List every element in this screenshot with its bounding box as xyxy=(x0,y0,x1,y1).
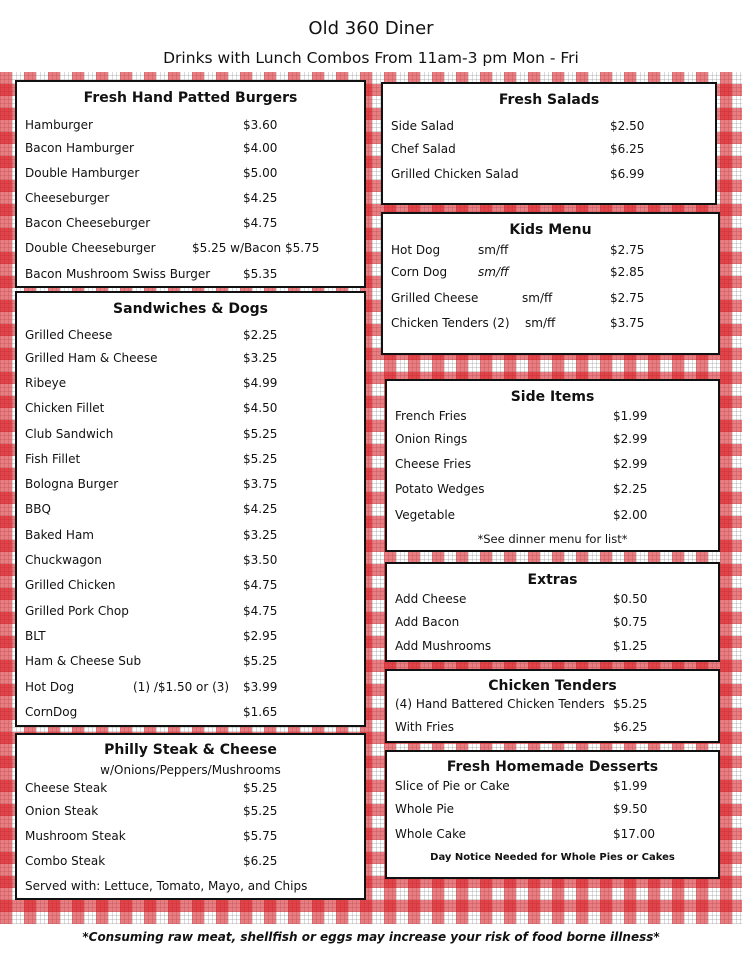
item-price: $3.75 xyxy=(243,477,278,491)
item-name: Grilled Ham & Cheese xyxy=(25,351,158,365)
item-name: Bacon Hamburger xyxy=(25,141,134,155)
menu-item xyxy=(17,401,364,419)
item-name: Add Mushrooms xyxy=(395,639,492,653)
menu-item xyxy=(387,409,718,427)
kids-menu-section xyxy=(381,212,720,355)
menu-item xyxy=(17,166,364,184)
menu-item xyxy=(387,508,718,526)
side-items-note: *See dinner menu for list* xyxy=(477,532,628,546)
menu-item xyxy=(383,265,718,283)
page-title: Old 360 Diner xyxy=(308,18,434,39)
item-price: $2.50 xyxy=(610,119,645,133)
item-name: Chicken Tenders (2) xyxy=(391,316,510,330)
item-price: $2.99 xyxy=(613,457,648,471)
burgers-title: Fresh Hand Patted Burgers xyxy=(83,90,298,106)
item-name: Ribeye xyxy=(25,376,67,390)
sandwiches-section xyxy=(15,291,366,727)
item-price: $2.99 xyxy=(613,432,648,446)
item-price: $3.60 xyxy=(243,118,278,132)
item-price: $3.25 xyxy=(243,351,278,365)
menu-item xyxy=(383,142,715,160)
item-side: sm/ff xyxy=(478,265,509,279)
menu-item xyxy=(387,720,718,738)
tenders-title: Chicken Tenders xyxy=(488,678,617,694)
menu-item xyxy=(17,328,364,346)
item-name: Corn Dog xyxy=(391,265,448,279)
desserts-section xyxy=(385,750,720,879)
menu-item xyxy=(387,615,718,633)
menu-item xyxy=(17,477,364,495)
item-price: $3.25 xyxy=(243,528,278,542)
item-name: BBQ xyxy=(25,502,51,516)
philly-subtitle: w/Onions/Peppers/Mushrooms xyxy=(100,763,281,777)
item-price: $9.50 xyxy=(613,802,648,816)
sides-title: Side Items xyxy=(510,389,595,405)
item-price: $3.75 xyxy=(610,316,645,330)
item-name: Side Salad xyxy=(391,119,455,133)
menu-item xyxy=(387,639,718,657)
menu-item xyxy=(383,119,715,137)
item-price: $2.95 xyxy=(243,629,278,643)
item-name: Vegetable xyxy=(395,508,456,522)
menu-item xyxy=(387,697,718,715)
item-name: Double Hamburger xyxy=(25,166,140,180)
item-name: Bacon Cheeseburger xyxy=(25,216,151,230)
item-name: Whole Pie xyxy=(395,802,455,816)
item-name: Baked Ham xyxy=(25,528,94,542)
item-price: $5.25 xyxy=(243,452,278,466)
item-price: $1.25 xyxy=(613,639,648,653)
item-name: BLT xyxy=(25,629,46,643)
item-name: Grilled Cheese xyxy=(391,291,479,305)
item-price: $1.99 xyxy=(613,779,648,793)
item-name: French Fries xyxy=(395,409,467,423)
menu-item xyxy=(17,191,364,209)
served-with-note xyxy=(17,879,364,897)
item-price: $5.25 xyxy=(243,804,278,818)
item-name: Whole Cake xyxy=(395,827,466,841)
item-price: $2.85 xyxy=(610,265,645,279)
menu-item xyxy=(387,827,718,845)
menu-item xyxy=(17,376,364,394)
item-price: $5.25 xyxy=(613,697,648,711)
menu-item xyxy=(17,781,364,799)
item-name: Add Bacon xyxy=(395,615,460,629)
item-name: Cheese Fries xyxy=(395,457,472,471)
extras-section xyxy=(385,562,720,662)
menu-item xyxy=(17,680,364,698)
item-name: Chuckwagon xyxy=(25,553,102,567)
item-price: $4.75 xyxy=(243,216,278,230)
item-price: $4.75 xyxy=(243,604,278,618)
item-price: $4.25 xyxy=(243,191,278,205)
item-price: $4.75 xyxy=(243,578,278,592)
item-name: Add Cheese xyxy=(395,592,467,606)
served-with-text: Served with: Lettuce, Tomato, Mayo, and Chips xyxy=(25,879,308,893)
item-name: Grilled Cheese xyxy=(25,328,113,342)
item-name: Mushroom Steak xyxy=(25,829,126,843)
item-price: $5.25 xyxy=(243,781,278,795)
menu-item xyxy=(17,502,364,520)
item-side: sm/ff xyxy=(522,291,553,305)
item-price: $5.25 w/Bacon $5.75 xyxy=(192,241,320,255)
item-name: Club Sandwich xyxy=(25,427,114,441)
item-price: $5.75 xyxy=(243,829,278,843)
item-name: Bacon Mushroom Swiss Burger xyxy=(25,267,211,281)
item-name: Potato Wedges xyxy=(395,482,485,496)
item-name: Grilled Pork Chop xyxy=(25,604,129,618)
item-price: $1.99 xyxy=(613,409,648,423)
menu-item xyxy=(17,216,364,234)
burgers-section xyxy=(15,80,366,288)
desserts-title: Fresh Homemade Desserts xyxy=(446,759,659,775)
menu-item xyxy=(17,241,364,259)
menu-item xyxy=(383,167,715,185)
item-price: $0.50 xyxy=(613,592,648,606)
item-name: Combo Steak xyxy=(25,854,106,868)
philly-title: Philly Steak & Cheese xyxy=(104,742,277,758)
item-option: (1) /$1.50 or (3) xyxy=(133,680,230,694)
menu-item xyxy=(387,592,718,610)
menu-item xyxy=(387,779,718,797)
menu-item xyxy=(17,351,364,369)
item-name: CornDog xyxy=(25,705,78,719)
menu-item xyxy=(383,243,718,261)
item-side: sm/ff xyxy=(525,316,556,330)
item-price: $2.75 xyxy=(610,291,645,305)
item-price: $5.35 xyxy=(243,267,278,281)
menu-item xyxy=(17,528,364,546)
item-name: Onion Rings xyxy=(395,432,468,446)
menu-item xyxy=(387,802,718,820)
menu-item xyxy=(387,482,718,500)
lunch-combo-subtitle: Drinks with Lunch Combos From 11am-3 pm Mon - Fri xyxy=(163,49,579,67)
food-safety-disclaimer: *Consuming raw meat, shellfish or eggs may increase your risk of food borne illness* xyxy=(0,924,742,960)
menu-item xyxy=(383,316,718,334)
item-price: $1.65 xyxy=(243,705,278,719)
menu-item xyxy=(17,604,364,622)
item-price: $4.00 xyxy=(243,141,278,155)
item-name: Hot Dog xyxy=(25,680,75,694)
item-name: Chicken Fillet xyxy=(25,401,105,415)
item-name: Double Cheeseburger xyxy=(25,241,156,255)
salads-section xyxy=(381,82,717,205)
menu-item xyxy=(17,452,364,470)
item-price: $6.25 xyxy=(243,854,278,868)
item-name: Slice of Pie or Cake xyxy=(395,779,510,793)
item-price: $5.25 xyxy=(243,654,278,668)
item-name: Cheeseburger xyxy=(25,191,110,205)
item-price: $2.25 xyxy=(243,328,278,342)
item-name: Bologna Burger xyxy=(25,477,119,491)
menu-item xyxy=(17,427,364,445)
item-price: $2.25 xyxy=(613,482,648,496)
philly-section xyxy=(15,733,366,900)
item-price: $2.00 xyxy=(613,508,648,522)
item-price: $6.99 xyxy=(610,167,645,181)
item-name: Grilled Chicken Salad xyxy=(391,167,519,181)
side-items-section xyxy=(385,379,720,552)
menu-item xyxy=(17,267,364,285)
item-price: $6.25 xyxy=(610,142,645,156)
menu-item xyxy=(383,291,718,309)
kids-title: Kids Menu xyxy=(509,222,592,238)
menu-item xyxy=(17,553,364,571)
menu-item xyxy=(17,654,364,672)
item-price: $3.99 xyxy=(243,680,278,694)
item-name: Onion Steak xyxy=(25,804,99,818)
chicken-tenders-section xyxy=(385,669,720,743)
menu-item xyxy=(17,118,364,136)
menu-item xyxy=(17,705,364,723)
menu-item xyxy=(17,804,364,822)
item-name: (4) Hand Battered Chicken Tenders xyxy=(395,697,605,711)
extras-title: Extras xyxy=(527,572,578,588)
menu-item xyxy=(387,432,718,450)
item-name: With Fries xyxy=(395,720,454,734)
item-name: Grilled Chicken xyxy=(25,578,116,592)
item-price: $17.00 xyxy=(613,827,655,841)
item-side: sm/ff xyxy=(478,243,509,257)
item-price: $0.75 xyxy=(613,615,648,629)
item-name: Hot Dog xyxy=(391,243,441,257)
item-name: Cheese Steak xyxy=(25,781,108,795)
item-price: $4.50 xyxy=(243,401,278,415)
item-price: $3.50 xyxy=(243,553,278,567)
menu-header xyxy=(0,0,742,72)
item-price: $4.25 xyxy=(243,502,278,516)
menu-item xyxy=(387,457,718,475)
menu-item xyxy=(17,141,364,159)
item-price: $5.00 xyxy=(243,166,278,180)
menu-item xyxy=(17,854,364,872)
item-name: Chef Salad xyxy=(391,142,456,156)
item-price: $4.99 xyxy=(243,376,278,390)
menu-item xyxy=(17,829,364,847)
item-price: $2.75 xyxy=(610,243,645,257)
item-price: $5.25 xyxy=(243,427,278,441)
item-name: Ham & Cheese Sub xyxy=(25,654,142,668)
sandwiches-title: Sandwiches & Dogs xyxy=(113,301,268,317)
salads-title: Fresh Salads xyxy=(498,92,600,108)
item-name: Hamburger xyxy=(25,118,93,132)
item-name: Fish Fillet xyxy=(25,452,81,466)
menu-item xyxy=(17,578,364,596)
menu-item xyxy=(17,629,364,647)
desserts-note: Day Notice Needed for Whole Pies or Cakes xyxy=(430,852,675,863)
item-price: $6.25 xyxy=(613,720,648,734)
